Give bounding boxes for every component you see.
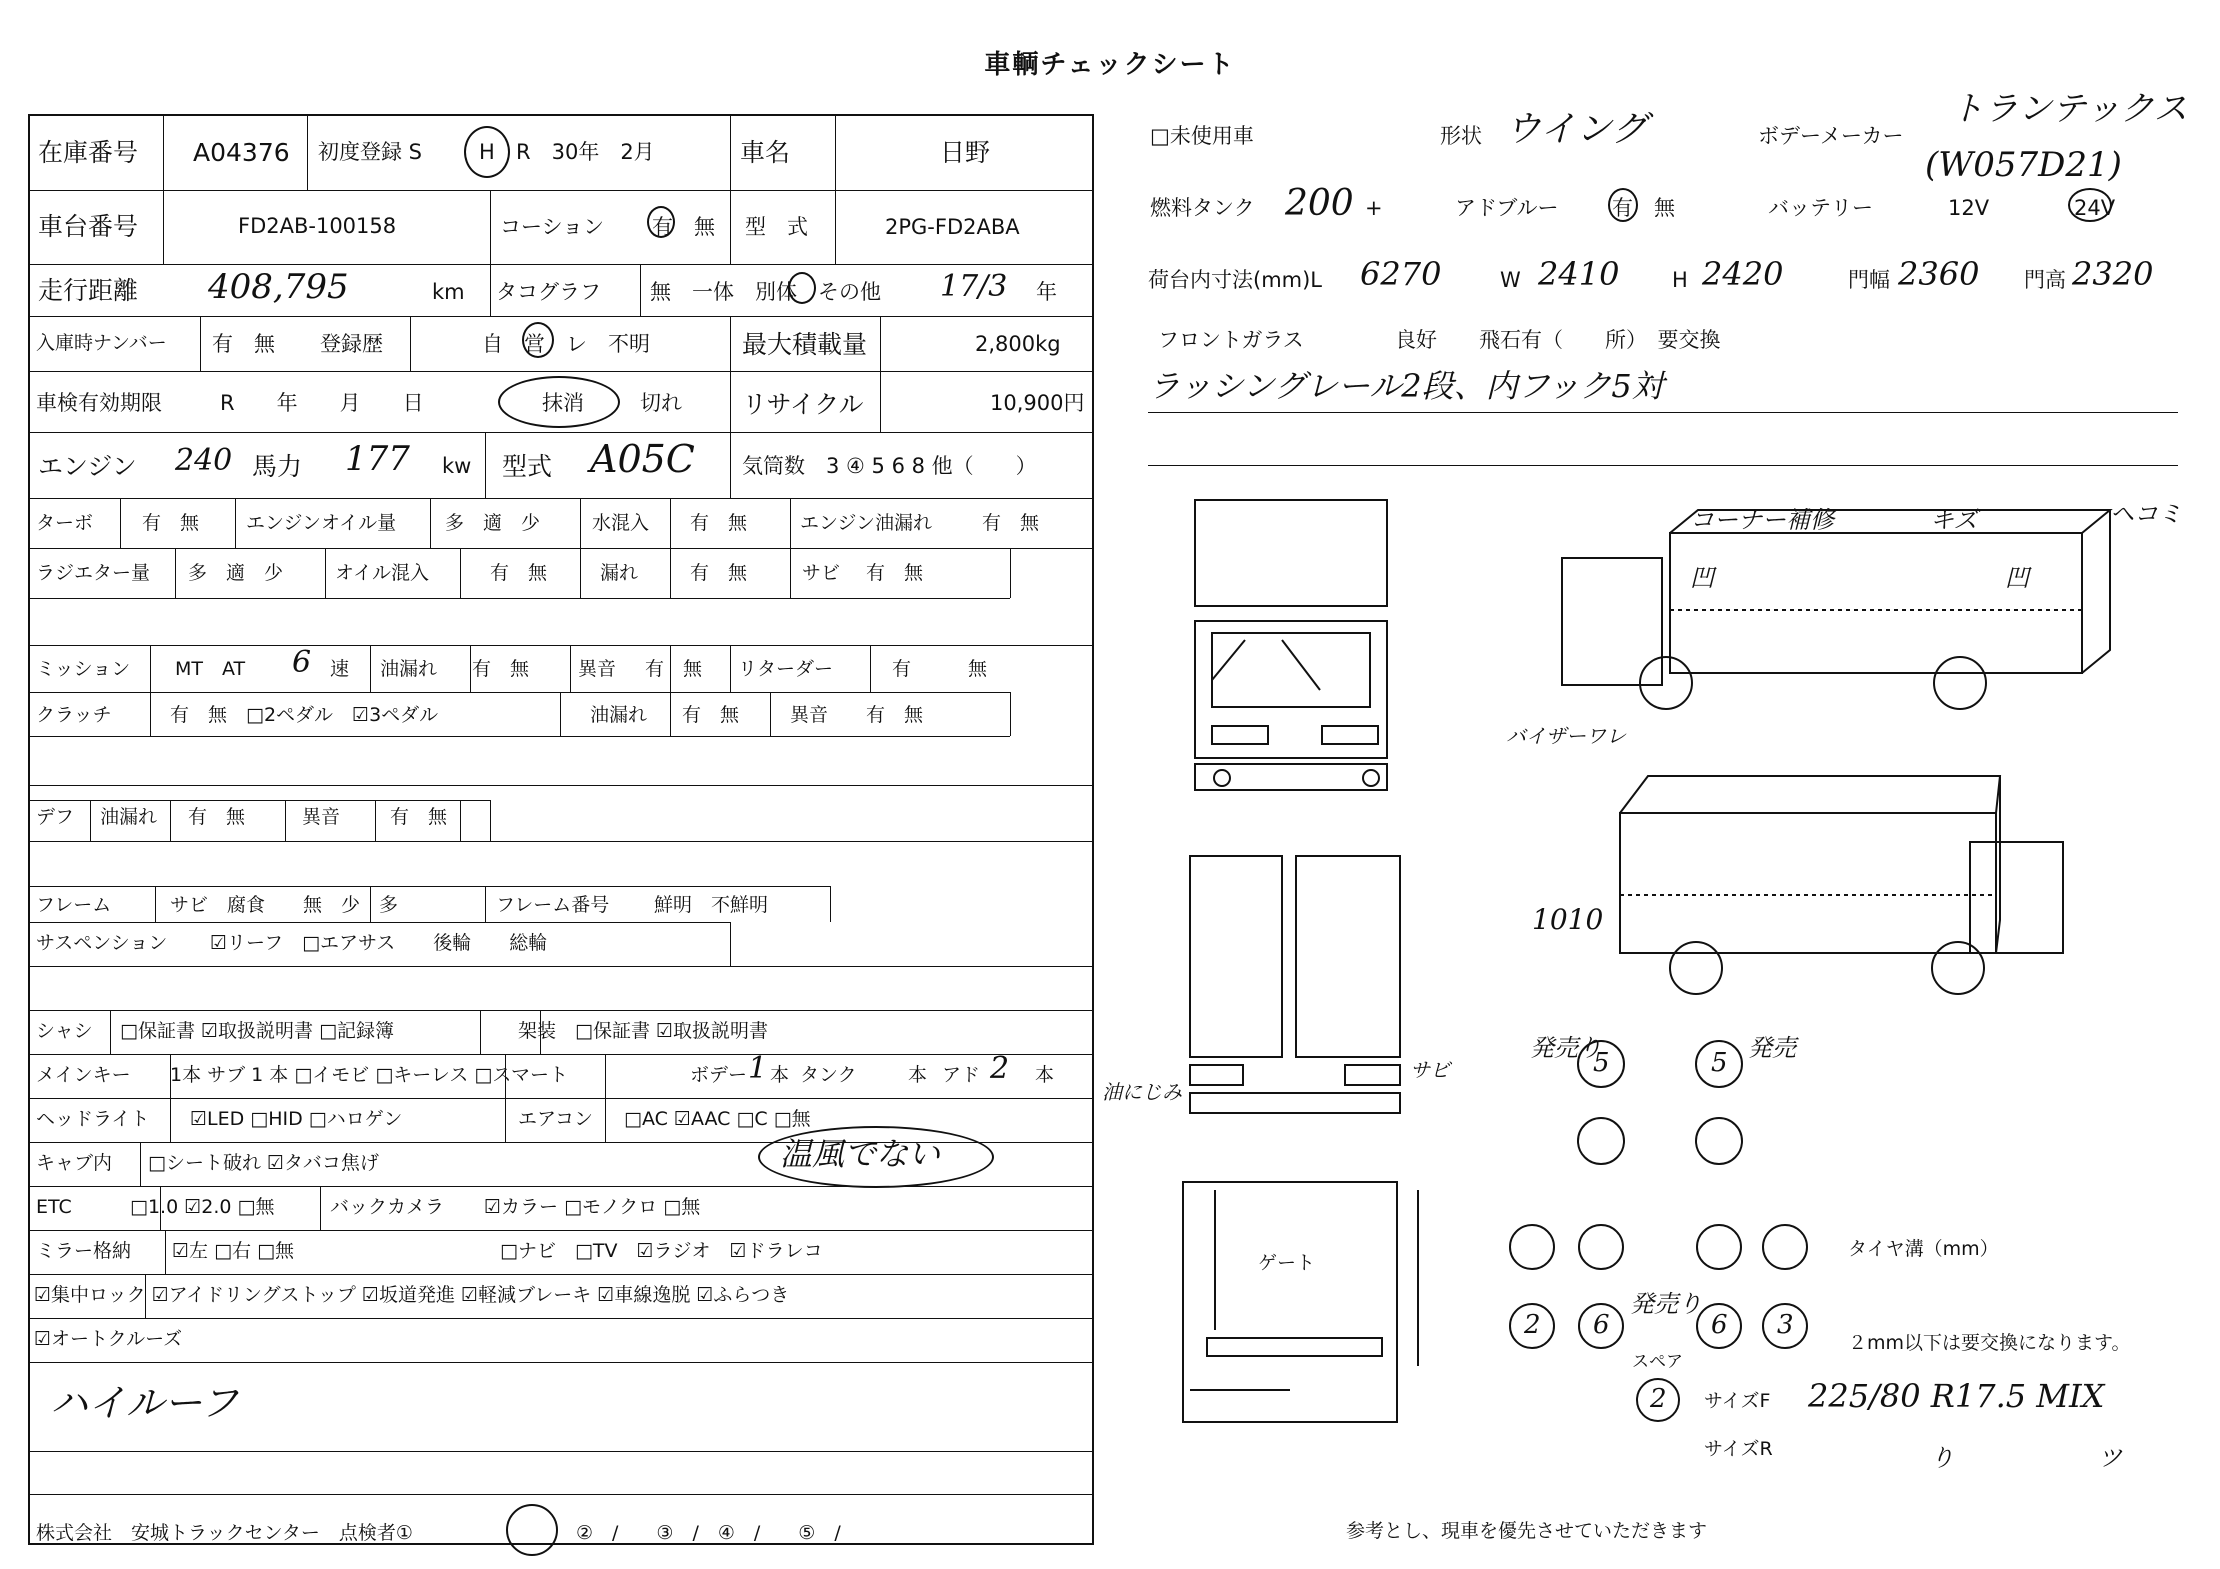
- free-note: ハイルーフ: [50, 1381, 239, 1425]
- chassis-label: 車台番号: [38, 212, 139, 241]
- diag-rust: サビ: [1410, 1058, 1450, 1082]
- spare-label: スペア: [1632, 1352, 1683, 1372]
- rust-label: サビ: [802, 562, 841, 584]
- mainkey-label: メインキー: [36, 1064, 131, 1086]
- adblue-key-value: 2: [990, 1051, 1010, 1086]
- diag-corner-repair: コーナー補修: [1690, 506, 1834, 534]
- mission-options: MT AT: [175, 658, 246, 680]
- taco-label: タコグラフ: [496, 280, 601, 304]
- stock-no-label: 在庫番号: [38, 138, 139, 167]
- gate-label: ゲート: [1258, 1252, 1316, 1274]
- cargo-height-label: H: [1672, 268, 1688, 292]
- diag-rear-mark: 凹: [2005, 564, 2029, 592]
- tire-change-note: ２mm以下は要交換になります。: [1848, 1332, 2131, 1354]
- diag-dent: ヘコミ: [2110, 500, 2182, 528]
- shape-value: ウイング: [1505, 109, 1648, 150]
- company-name: 株式会社 安城トラックセンター 点検者①: [36, 1522, 413, 1544]
- headlight-options: ☑LED □HID □ハロゲン: [190, 1108, 403, 1130]
- aircon-options: □AC ☑AAC □C □無: [624, 1108, 811, 1130]
- mission-leak-label: 油漏れ: [380, 658, 438, 680]
- inspection-date: R 年 月 日: [220, 391, 424, 415]
- headlight-label: ヘッドライト: [36, 1108, 150, 1130]
- first-reg-date: R 30年 2月: [516, 140, 655, 164]
- battery-12v: 12V: [1948, 196, 1990, 220]
- diag-front-mark: 凹: [1690, 564, 1714, 592]
- body-maker-value: トランテックス: [1950, 89, 2188, 129]
- clutch-leak-options: 有 無: [682, 704, 740, 726]
- options-row2: ☑集中ロック ☑アイドリングストップ ☑坂道発進 ☑軽減ブレーキ ☑車線逸脱 ☑ふらつき: [34, 1284, 790, 1306]
- taco-year-unit: 年: [1036, 280, 1057, 304]
- aircon-note: 温風でない: [780, 1135, 941, 1173]
- frame-options: サビ 腐食 無 少 多: [170, 894, 399, 916]
- plate-label: 入庫時ナンバー: [36, 332, 167, 354]
- body-key-label: ボデー: [690, 1064, 748, 1086]
- battery-24v: 24V: [2074, 196, 2116, 220]
- mileage-unit: km: [432, 280, 465, 304]
- door-height-label: 門高: [2024, 268, 2066, 292]
- radiator-options: 多 適 少: [188, 562, 284, 584]
- leak-options: 有 無: [690, 562, 748, 584]
- diag-visor-crack: バイザーワレ: [1506, 724, 1626, 748]
- tire-front-left: 5: [1593, 1048, 1610, 1078]
- expired-status: 切れ: [640, 391, 682, 415]
- reg-history-label: 登録歴: [320, 332, 383, 356]
- cargo-height: 2420: [1702, 255, 1784, 293]
- turbo-label: ターボ: [36, 512, 94, 534]
- engine-label: エンジン: [38, 452, 137, 481]
- diag-scratch: キズ: [1930, 506, 1978, 534]
- size-rear-value: り ツ: [1930, 1444, 2122, 1472]
- diff-leak-options: 有 無: [188, 806, 246, 828]
- recycle-label: リサイクル: [742, 390, 864, 419]
- suspension-label: サスペンション: [36, 932, 168, 954]
- engine-oil-label: エンジンオイル量: [246, 512, 397, 534]
- diff-noise-options: 有 無: [390, 806, 448, 828]
- adblue-key-label: アド: [942, 1064, 981, 1086]
- adblue-options: 有 無: [1612, 196, 1675, 220]
- tank-key-unit: 本: [908, 1064, 928, 1086]
- size-front-value: 225/80 R17.5 MIX: [1808, 1377, 2105, 1415]
- cargo-length: 6270: [1360, 255, 1442, 293]
- mission-speed-value: 6: [292, 645, 312, 680]
- mission-noise-label: 異音: [578, 658, 617, 680]
- engine-leak-options: 有 無: [982, 512, 1040, 534]
- clutch-noise-label: 異音: [790, 704, 829, 726]
- diff-label: デフ: [36, 806, 75, 828]
- aircon-label: エアコン: [518, 1108, 594, 1130]
- backcam-label: バックカメラ: [330, 1196, 445, 1218]
- first-reg-label: 初度登録 S: [318, 140, 423, 164]
- engine-oil-options: 多 適 少: [445, 512, 541, 534]
- mission-leak-options: 有 無: [472, 658, 530, 680]
- footer-note: 参考とし、現車を優先させていただきます: [1346, 1520, 1708, 1542]
- mileage-value: 408,795: [208, 267, 349, 307]
- body-docs-label: 架装: [518, 1020, 557, 1042]
- backcam-options: ☑カラー □モノクロ □無: [484, 1196, 701, 1218]
- taco-options: 無 一体 別体 その他: [650, 280, 881, 304]
- cargo-width: 2410: [1538, 255, 1620, 293]
- chassis-docs-options: □保証書 ☑取扱説明書 □記録簿: [120, 1020, 395, 1042]
- cancel-status: 抹消: [542, 391, 584, 415]
- recycle-value: 10,900円: [990, 391, 1085, 415]
- turbo-options: 有 無: [142, 512, 200, 534]
- reg-history-options: 自 営 レ 不明: [482, 332, 650, 356]
- size-front-label: サイズF: [1704, 1390, 1771, 1412]
- windshield-label: フロントガラス: [1158, 328, 1304, 352]
- engine-kw-value: 177: [345, 439, 410, 479]
- engine-model-label: 型式: [502, 452, 553, 481]
- diag-oil: 油にじみ: [1102, 1080, 1182, 1104]
- door-height: 2320: [2072, 255, 2154, 293]
- tire-front-right-note: 発売: [1748, 1034, 1796, 1062]
- clutch-label: クラッチ: [36, 704, 112, 726]
- mirror-label: ミラー格納: [36, 1240, 132, 1262]
- mission-speed-unit: 速: [330, 658, 350, 680]
- battery-label: バッテリー: [1768, 196, 1873, 220]
- first-reg-era: H: [479, 140, 495, 164]
- body-docs-options: □保証書 ☑取扱説明書: [575, 1020, 769, 1042]
- frame-no-label: フレーム番号: [496, 894, 610, 916]
- retarder-options: 有 無: [892, 658, 988, 680]
- model-value: 2PG-FD2ABA: [885, 215, 1020, 239]
- diff-noise-label: 異音: [302, 806, 341, 828]
- coating-label: コーション: [500, 215, 605, 239]
- mileage-label: 走行距離: [38, 276, 139, 305]
- cab-options: □シート破れ ☑タバコ焦げ: [148, 1152, 379, 1174]
- door-width-label: 門幅: [1848, 268, 1890, 292]
- tire-groove-label: タイヤ溝（mm）: [1848, 1238, 1999, 1260]
- chassis-value: FD2AB-100158: [238, 214, 397, 238]
- water-label: 水混入: [592, 512, 650, 534]
- mirror-options: ☑左 □右 □無: [172, 1240, 295, 1262]
- clutch-noise-options: 有 無: [866, 704, 924, 726]
- remark-note: ラッシングレール2段、内フック5対: [1148, 367, 1664, 405]
- frame-label: フレーム: [36, 894, 112, 916]
- body-maker-code: (W057D21): [1925, 145, 2122, 185]
- cylinder-label: 気筒数 3 ④ 5 6 8 他（ ）: [742, 454, 1037, 478]
- car-name-label: 車名: [740, 138, 791, 167]
- size-rear-label: サイズR: [1704, 1438, 1773, 1460]
- frame-no-options: 鮮明 不鮮明: [654, 894, 769, 916]
- windshield-options: 良好 飛石有（ 所） 要交換: [1395, 328, 1721, 352]
- etc-options: □1.0 ☑2.0 □無: [130, 1196, 275, 1218]
- tire-rear-note: 発売り: [1630, 1290, 1702, 1318]
- page-title: 車輌チェックシート: [984, 50, 1236, 80]
- door-width: 2360: [1898, 255, 1980, 293]
- leak-label: 漏れ: [600, 562, 639, 584]
- unused-vehicle: □未使用車: [1150, 124, 1254, 148]
- fuel-label: 燃料タンク: [1150, 196, 1255, 220]
- body-key-unit: 本: [770, 1064, 790, 1086]
- diag-1010: 1010: [1532, 903, 1604, 936]
- body-key-value: 1: [748, 1051, 768, 1086]
- radiator-label: ラジエター量: [36, 562, 151, 584]
- stock-no-value: A04376: [193, 138, 290, 167]
- fuel-value: 200: [1285, 183, 1354, 224]
- max-load-value: 2,800kg: [975, 332, 1061, 356]
- tire-front-left-note: 発売り: [1530, 1034, 1602, 1062]
- car-name-value: 日野: [940, 138, 991, 167]
- kw-label: kw: [442, 454, 472, 478]
- model-label: 型 式: [745, 215, 808, 239]
- spare-value: 2: [1650, 1384, 1667, 1414]
- tire-rear-3: 6: [1711, 1310, 1728, 1340]
- tire-front-right: 5: [1711, 1048, 1728, 1078]
- inspection-label: 車検有効期限: [36, 391, 162, 415]
- tire-rear-2: 6: [1593, 1310, 1610, 1340]
- tire-rear-4: 3: [1777, 1310, 1794, 1340]
- shape-label: 形状: [1440, 124, 1482, 148]
- diff-leak-label: 油漏れ: [100, 806, 158, 828]
- body-maker-label: ボデーメーカー: [1758, 124, 1904, 148]
- clutch-options: 有 無 □2ペダル ☑3ペダル: [170, 704, 439, 726]
- mission-noise-options: 有 無: [645, 658, 703, 680]
- cargo-label: 荷台内寸法(mm)L: [1148, 268, 1322, 292]
- engine-model-value: A05C: [590, 437, 695, 481]
- inspectors: ② / ③ / ④ / ⑤ /: [576, 1522, 841, 1544]
- etc-label: ETC: [36, 1196, 72, 1218]
- fuel-unit: +: [1365, 196, 1383, 220]
- adblue-label: アドブルー: [1455, 196, 1559, 220]
- suspension-options: ☑リーフ □エアサス 後輪 総輪: [210, 932, 548, 954]
- plate-options: 有 無: [212, 332, 275, 356]
- water-options: 有 無: [690, 512, 748, 534]
- options-row3: ☑オートクルーズ: [34, 1328, 183, 1350]
- cargo-width-label: W: [1500, 268, 1521, 292]
- mission-label: ミッション: [36, 658, 131, 680]
- oil-mix-label: オイル混入: [335, 562, 430, 584]
- options-row1: □ナビ □TV ☑ラジオ ☑ドラレコ: [500, 1240, 823, 1262]
- chassis-docs-label: シャシ: [36, 1020, 93, 1042]
- tire-rear-1: 2: [1524, 1310, 1541, 1340]
- retarder-label: リターダー: [738, 658, 834, 680]
- clutch-leak-label: 油漏れ: [590, 704, 648, 726]
- hp-label: 馬力: [252, 452, 303, 481]
- cab-label: キャブ内: [36, 1152, 113, 1174]
- oil-mix-options: 有 無: [490, 562, 548, 584]
- taco-year-value: 17/3: [940, 269, 1008, 304]
- adblue-key-unit: 本: [1035, 1064, 1055, 1086]
- engine-hp-value: 240: [175, 443, 233, 478]
- rust-options: 有 無: [866, 562, 924, 584]
- engine-leak-label: エンジン油漏れ: [800, 512, 933, 534]
- max-load-label: 最大積載量: [742, 330, 868, 359]
- tank-key-label: タンク: [800, 1064, 857, 1086]
- coating-options: 有 無: [652, 215, 715, 239]
- mainkey-options: 1本 サブ 1 本 □イモビ □キーレス □スマート: [170, 1064, 568, 1086]
